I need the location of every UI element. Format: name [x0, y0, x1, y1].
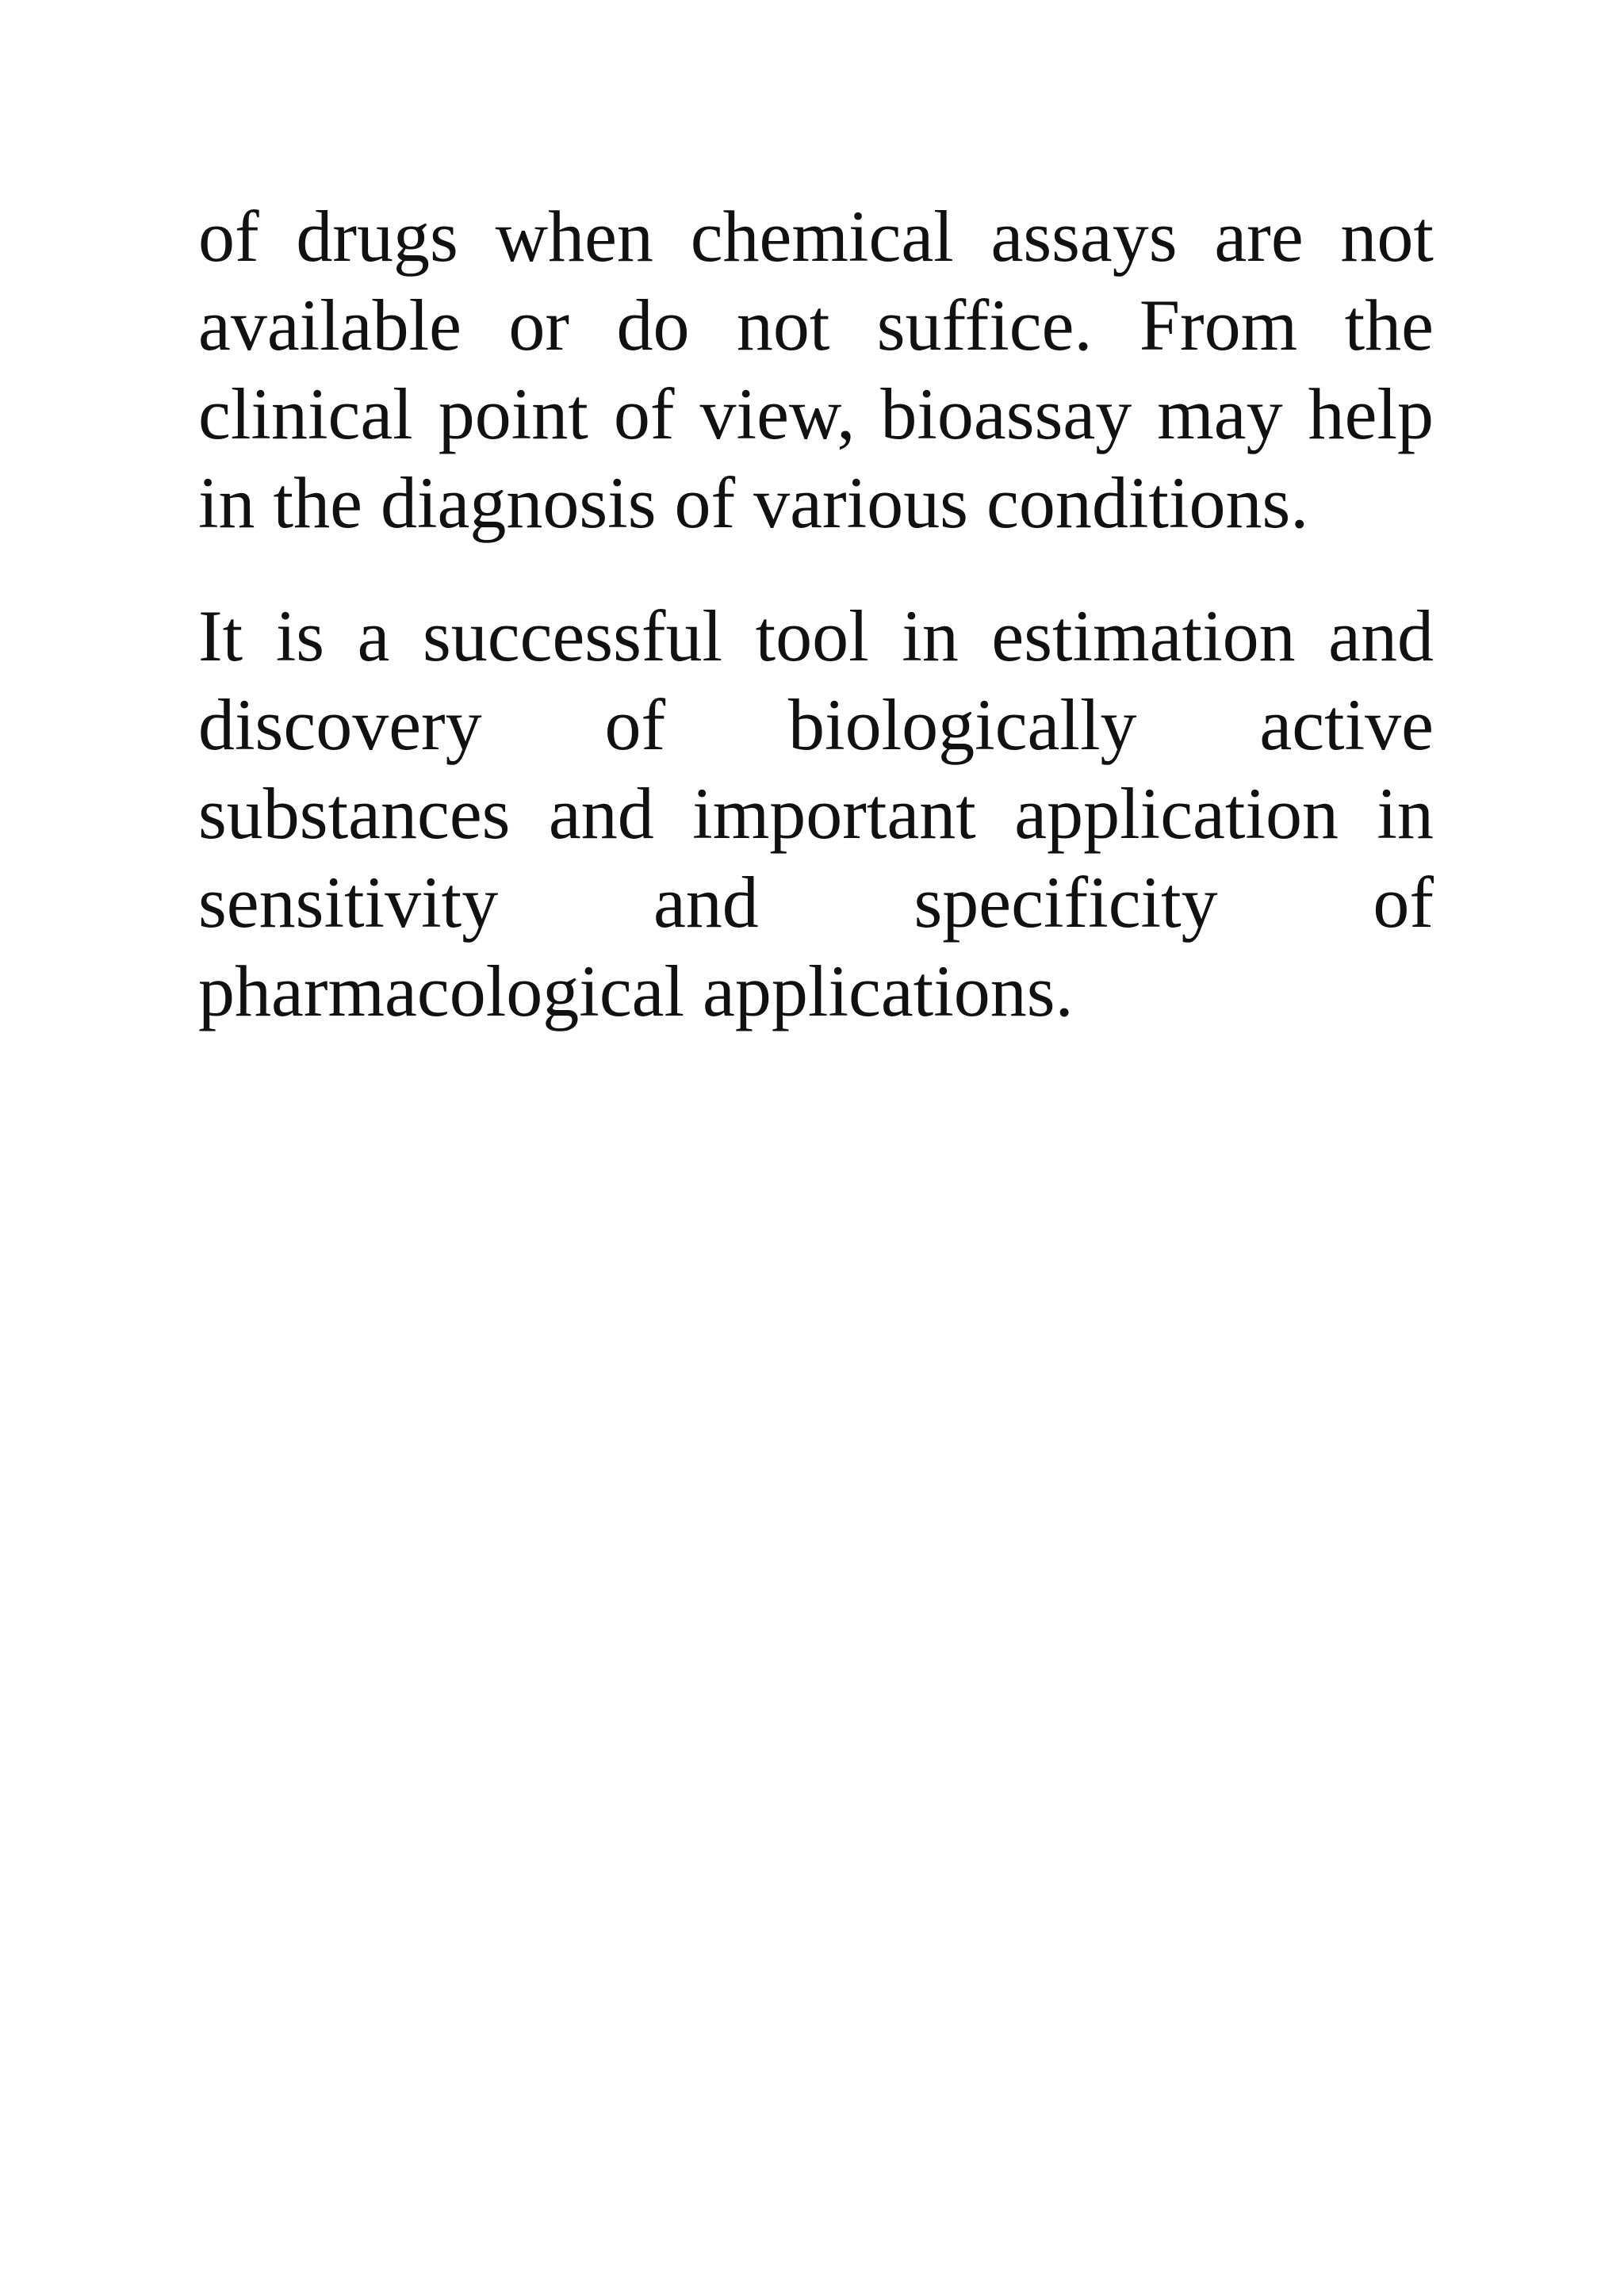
body-text — [198, 192, 1434, 1035]
paragraph-2: It is a successful tool in estimation and discovery of biologically active substances and important application in sensitivity and specificity of pharmacological applications. — [198, 595, 1434, 1031]
paragraph-1: of drugs when chemical assays are not available or do not suffice. From the clinical point of view, bioassay may help in the diagnosis of various conditions. — [198, 196, 1434, 543]
